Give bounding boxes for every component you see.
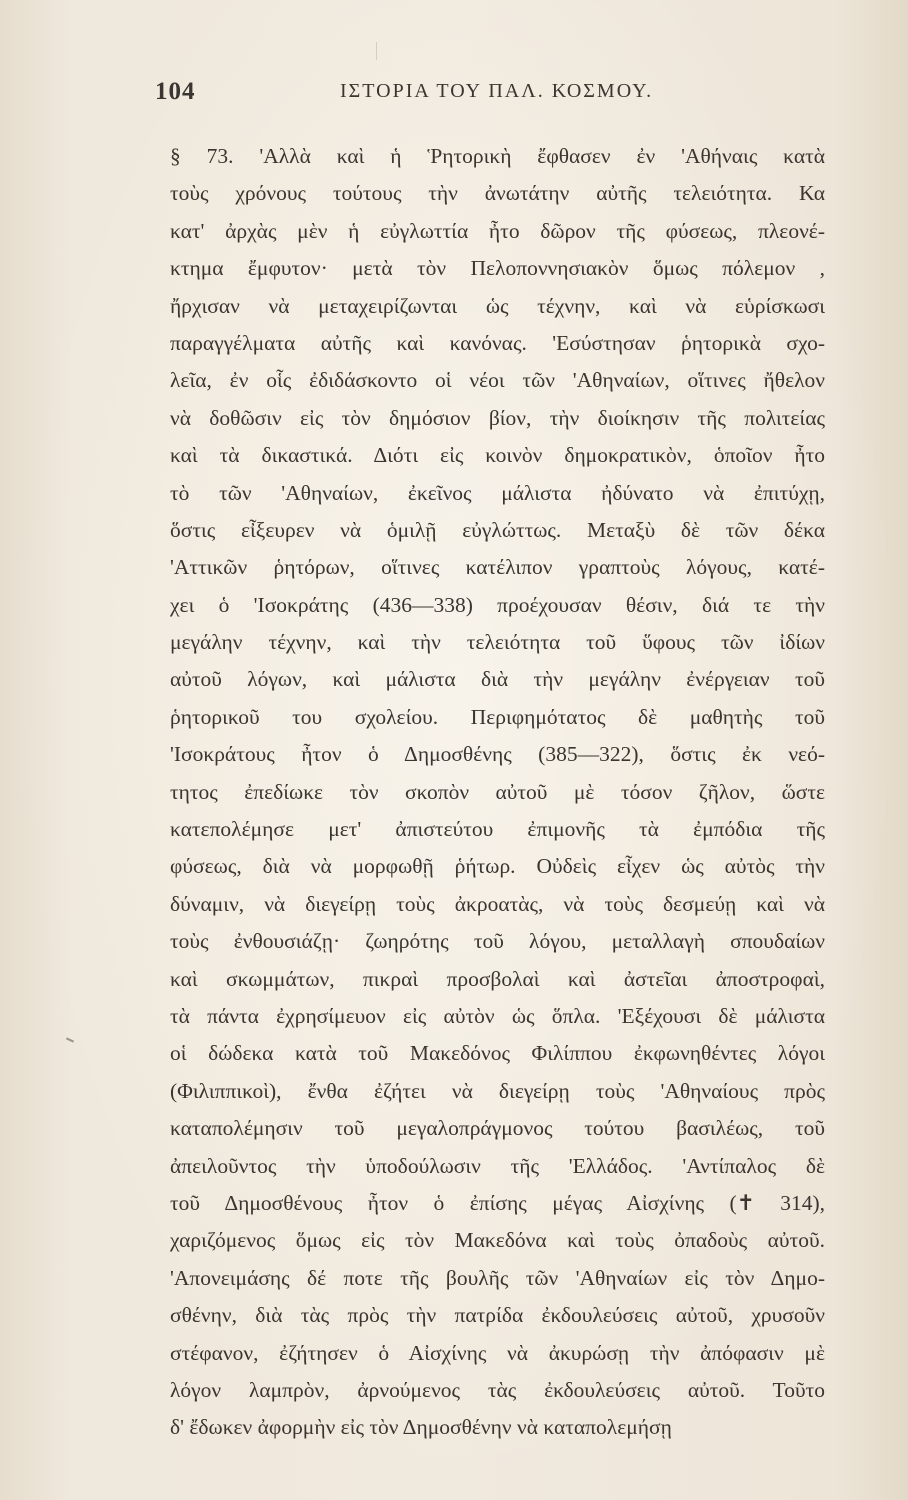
text-line: τὸ τῶν 'Αθηναίων, ἐκεῖνος μάλιστα ἠδύνατο νὰ ἐπιτύχῃ,	[170, 480, 825, 505]
text-line: χει ὁ 'Ισοκράτης (436—338) προέχουσαν θέσιν, διά τε τὴν	[170, 592, 825, 617]
text-line: οἱ δώδεκα κατὰ τοῦ Μακεδόνος Φιλίππου ἐκφωνηθέντες λόγοι	[170, 1041, 825, 1066]
page-header: ΙΣΤΟΡΙΑ ΤΟΥ ΠΑΛ. ΚΟΣΜΟΥ.	[340, 80, 654, 102]
text-line: λεῖα, ἐν οἷς ἐδιδάσκοντο οἱ νέοι τῶν 'Αθηναίων, οἵτινες ἤθελον	[170, 368, 825, 393]
text-line: νὰ δοθῶσιν εἰς τὸν δημόσιον βίον, τὴν διοίκησιν τῆς πολιτείας	[170, 405, 825, 430]
text-line: ἀπειλοῦντος τὴν ὑποδούλωσιν τῆς 'Ελλάδος. 'Αντίπαλος δὲ	[170, 1153, 825, 1178]
text-line: 'Αττικῶν ῥητόρων, οἵτινες κατέλιπον γραπτοὺς λόγους, κατέ-	[170, 555, 825, 580]
text-line: (Φιλιππικοὶ), ἔνθα ἐζήτει νὰ διεγείρῃ τοὺς 'Αθηναίους πρὸς	[170, 1078, 825, 1103]
text-line: κατεπολέμησε μετ' ἀπιστεύτου ἐπιμονῆς τὰ ἐμπόδια τῆς	[170, 817, 825, 842]
paper-mark	[376, 42, 377, 60]
text-line: δύναμιν, νὰ διεγείρῃ τοὺς ἀκροατὰς, νὰ τοὺς δεσμεύῃ καὶ νὰ	[170, 891, 825, 916]
text-line: λόγον λαμπρὸν, ἀρνούμενος τὰς ἐκδουλεύσεις αὐτοῦ. Τοῦτο	[170, 1377, 825, 1402]
body-text	[170, 138, 825, 1447]
text-line: τὰ πάντα ἐχρησίμευον εἰς αὐτὸν ὡς ὅπλα. 'Εξέχουσι δὲ μάλιστα	[170, 1003, 825, 1028]
text-line: καὶ τὰ δικαστικά. Διότι εἰς κοινὸν δημοκρατικὸν, ὁποῖον ἦτο	[170, 443, 825, 468]
text-line: παραγγέλματα αὐτῆς καὶ κανόνας. 'Εσύστησαν ῥητορικὰ σχο-	[170, 330, 825, 355]
text-line: καταπολέμησιν τοῦ μεγαλοπράγμονος τούτου βασιλέως, τοῦ	[170, 1116, 825, 1141]
text-line: τοῦ Δημοσθένους ἦτον ὁ ἐπίσης μέγας Αἰσχίνης (✝ 314),	[170, 1190, 825, 1215]
text-line: αὐτοῦ λόγων, καὶ μάλιστα διὰ τὴν μεγάλην ἐνέργειαν τοῦ	[170, 667, 825, 692]
running-head	[155, 78, 820, 108]
text-line: ὅστις εἶξευρεν νὰ ὁμιλῇ εὐγλώττως. Μεταξὺ δὲ τῶν δέκα	[170, 517, 825, 542]
text-line: σθένην, διὰ τὰς πρὸς τὴν πατρίδα ἐκδουλεύσεις αὐτοῦ, χρυσοῦν	[170, 1303, 825, 1328]
text-line: τητος ἐπεδίωκε τὸν σκοπὸν αὐτοῦ μὲ τόσον ζῆλον, ὥστε	[170, 779, 825, 804]
text-line: δ' ἔδωκεν ἀφορμὴν εἰς τὸν Δημοσθένην νὰ καταπολεμήσῃ	[170, 1415, 672, 1440]
page-number: 104	[155, 78, 196, 105]
text-line: ῥητορικοῦ του σχολείου. Περιφημότατος δὲ μαθητὴς τοῦ	[170, 704, 825, 729]
text-line: τοὺς χρόνους τούτους τὴν ἀνωτάτην αὐτῆς τελειότητα. Κα	[170, 181, 825, 206]
text-line: κτημα ἔμφυτον· μετὰ τὸν Πελοποννησιακὸν ὅμως πόλεμον ,	[170, 256, 825, 281]
text-line: τοὺς ἐνθουσιάζῃ· ζωηρότης τοῦ λόγου, μεταλλαγὴ σπουδαίων	[170, 929, 825, 954]
text-line: μεγάλην τέχνην, καὶ τὴν τελειότητα τοῦ ὕφους τῶν ἰδίων	[170, 630, 825, 655]
text-line: κατ' ἀρχὰς μὲν ἡ εὐγλωττία ἦτο δῶρον τῆς φύσεως, πλεονέ-	[170, 218, 825, 243]
text-line: στέφανον, ἐζήτησεν ὁ Αἰσχίνης νὰ ἀκυρώσῃ τὴν ἀπόφασιν μὲ	[170, 1340, 825, 1365]
text-line: § 73. 'Αλλὰ καὶ ἡ Ῥητορικὴ ἔφθασεν ἐν 'Αθήναις κατὰ	[170, 144, 825, 168]
text-line: φύσεως, διὰ νὰ μορφωθῇ ῥήτωρ. Οὐδεὶς εἶχεν ὡς αὐτὸς τὴν	[170, 854, 825, 879]
margin-mark	[66, 1037, 74, 1042]
text-line: 'Ισοκράτους ἦτον ὁ Δημοσθένης (385—322), ὅστις ἐκ νεό-	[170, 742, 825, 767]
text-line: χαριζόμενος ὅμως εἰς τὸν Μακεδόνα καὶ τοὺς ὀπαδοὺς αὐτοῦ.	[170, 1228, 825, 1253]
text-line: ἤρχισαν νὰ μεταχειρίζωνται ὡς τέχνην, καὶ νὰ εὑρίσκωσι	[170, 293, 825, 318]
text-line: 'Απονειμάσης δέ ποτε τῆς βουλῆς τῶν 'Αθηναίων εἰς τὸν Δημο-	[170, 1265, 825, 1290]
text-line: καὶ σκωμμάτων, πικραὶ προσβολαὶ καὶ ἀστεῖαι ἀποστροφαὶ,	[170, 966, 825, 991]
